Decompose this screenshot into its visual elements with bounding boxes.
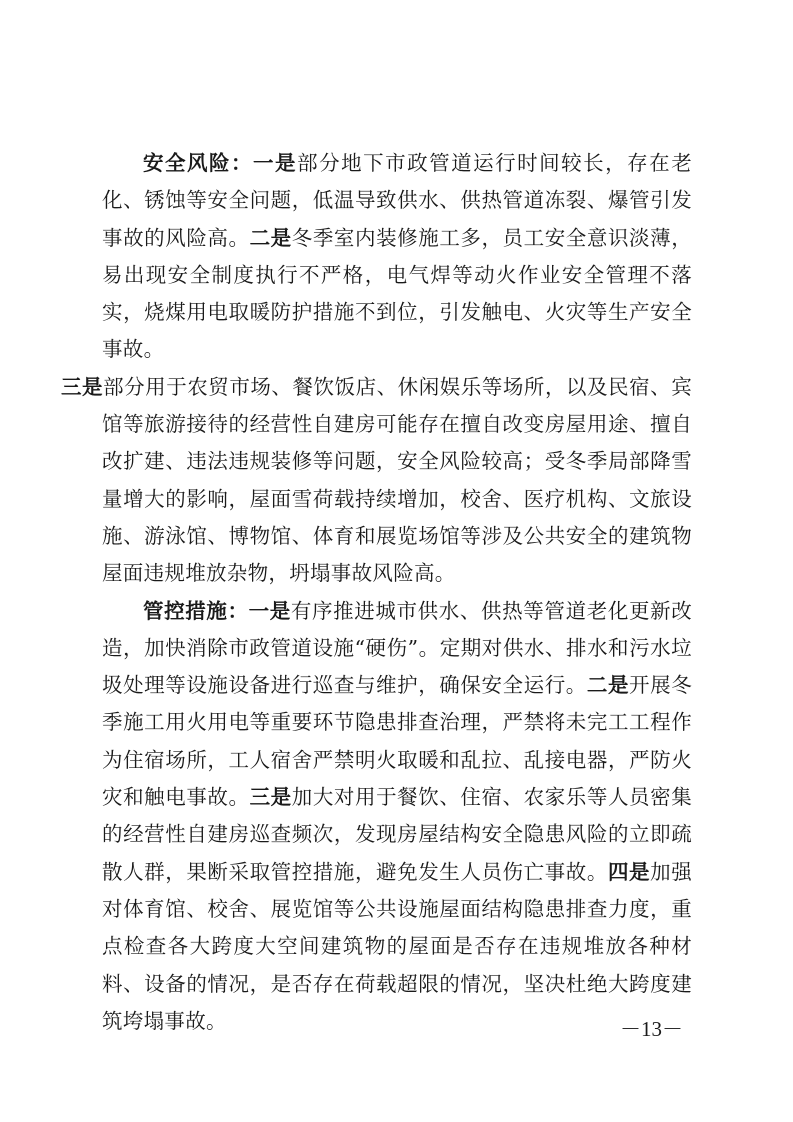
item-text: 开展冬季施工用火用电等重要环节隐患排查治理，严禁将未完工工程作为住宿场所，工人宿舍严禁明火取暖和乱拉、乱接电器，严防火灾和触电事故。: [102, 673, 692, 810]
item-text: 加大对用于餐饮、住宿、农家乐等人员密集的经营性自建房巡查频次，发现房屋结构安全隐患风险的立即疏散人群，果断采取管控措施，避免发生人员伤亡事故。: [102, 785, 693, 884]
item-text: 冬季室内装修施工多，员工安全意识淡薄，易出现安全制度执行不严格，电气焊等动火作业安全管理不落实，烧煤用电取暖防护措施不到位，引发触电、火灾等生产安全事故。: [102, 225, 693, 362]
item-marker: 一是: [248, 598, 291, 623]
item-marker: 三是: [249, 785, 292, 810]
paragraph-control-measures: [102, 593, 692, 1041]
item-marker: 二是: [249, 225, 292, 250]
section-heading-control-measures: 管控措施：: [143, 598, 249, 623]
item-marker: 一是: [253, 151, 298, 175]
item-marker: 三是: [61, 374, 104, 399]
item-text: 部分地下市政管道运行时间较长，存在老化、锈蚀等安全问题，低温导致供水、供热管道冻裂、爆管引发事故的风险高。: [102, 151, 692, 250]
paragraph-safety-risks: [61, 145, 693, 593]
item-text: 加强对体育馆、校舍、展览馆等公共设施屋面结构隐患排查力度，重点检查各大跨度大空间建筑物的屋面是否存在违规堆放各种材料、设备的情况，是否存在荷载超限的情况，坚决杜绝大跨度建筑垮塌事故。: [102, 859, 692, 1033]
section-heading-safety-risks: 安全风险：: [143, 151, 254, 175]
page-number: －13－: [620, 1017, 683, 1041]
item-text: 部分用于农贸市场、餐饮饭店、休闲娱乐等场所，以及民宿、宾馆等旅游接待的经营性自建房可能存在擅自改变房屋用途、擅自改扩建、违法违规装修等问题，安全风险较高；受冬季局部降雪量增大的影响，屋面雪荷载持续增加，校舍、医疗机构、文旅设施、游泳馆、博物馆、体育和展览场馆等涉及公共安全的建筑物屋面违规堆放杂物，坍塌事故风险高。: [102, 374, 692, 586]
item-marker: 二是: [586, 673, 630, 698]
document-body: [61, 145, 693, 1040]
item-text: 有序推进城市供水、供热等管道老化更新改造，加快消除市政管道设施“硬伤”。定期对供水、排水和污水垃圾处理等设施设备进行巡查与维护，确保安全运行。: [102, 598, 692, 698]
item-marker: 四是: [607, 859, 651, 884]
